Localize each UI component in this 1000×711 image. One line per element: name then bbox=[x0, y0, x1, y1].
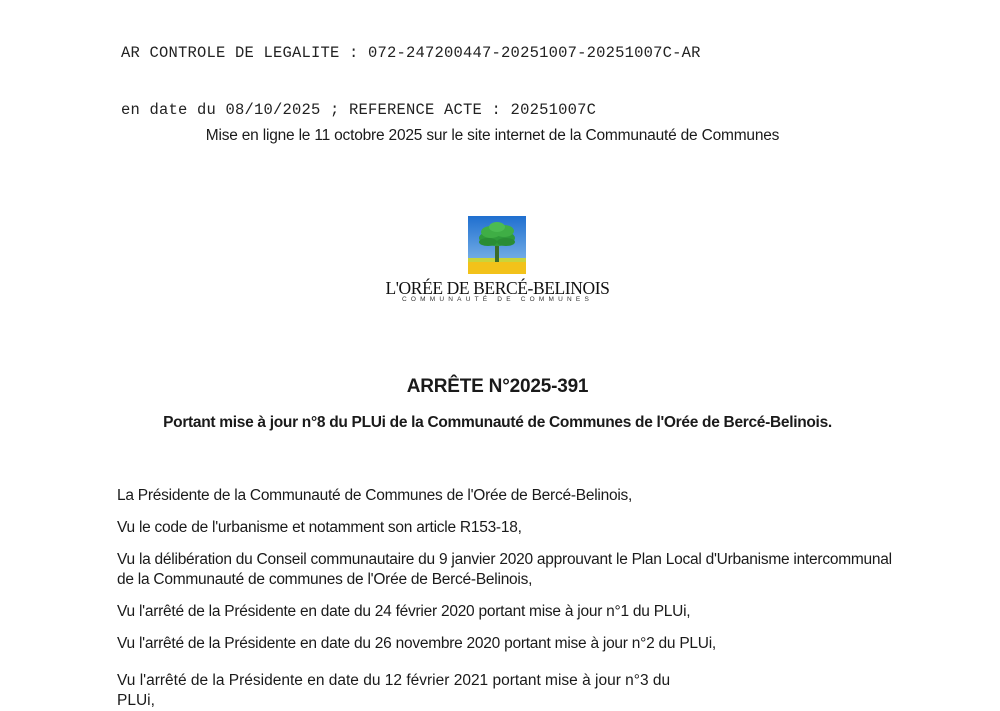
organization-name: L'ORÉE DE BERCÉ-BELINOIS bbox=[385, 278, 610, 298]
paragraph-4: Vu l'arrêté de la Présidente en date du 24 février 2020 portant mise à jour n°1 du PLUi, bbox=[117, 603, 691, 620]
stamp-line-2: en date du 08/10/2025 ; REFERENCE ACTE : 20251007C bbox=[121, 101, 597, 119]
cut-off-line bbox=[117, 672, 677, 709]
paragraph-5: Vu l'arrêté de la Présidente en date du 26 novembre 2020 portant mise à jour n°2 du PLUi, bbox=[117, 635, 716, 652]
decree-subtitle: Portant mise à jour n°8 du PLUi de la Communauté de Communes de l'Orée de Bercé-Belinois. bbox=[163, 414, 832, 431]
online-notice: Mise en ligne le 11 octobre 2025 sur le site internet de la Communauté de Communes bbox=[205, 127, 780, 144]
paragraph-2: Vu le code de l'urbanisme et notamment son article R153-18, bbox=[117, 519, 522, 536]
legality-stamp bbox=[121, 6, 701, 139]
organization-subtitle: COMMUNAUTÉ DE COMMUNES bbox=[402, 296, 593, 303]
stamp-line-1: AR CONTROLE DE LEGALITE : 072-247200447-20251007-20251007C-AR bbox=[121, 44, 701, 62]
cut-off-line-text: Vu l'arrêté de la Présidente en date du 12 février 2021 portant mise à jour n°3 du PLUi, bbox=[117, 672, 671, 709]
decree-title: ARRÊTE N°2025-391 bbox=[406, 376, 589, 397]
paragraph-1: La Présidente de la Communauté de Communes de l'Orée de Bercé-Belinois, bbox=[117, 487, 633, 504]
decree-body bbox=[117, 486, 897, 666]
paragraph-3: Vu la délibération du Conseil communautaire du 9 janvier 2020 approuvant le Plan Local d'Urbanisme intercommunal de la Communauté de communes de l'Orée de Bercé-Belinois, bbox=[117, 551, 892, 588]
tree-logo-icon bbox=[468, 216, 526, 274]
